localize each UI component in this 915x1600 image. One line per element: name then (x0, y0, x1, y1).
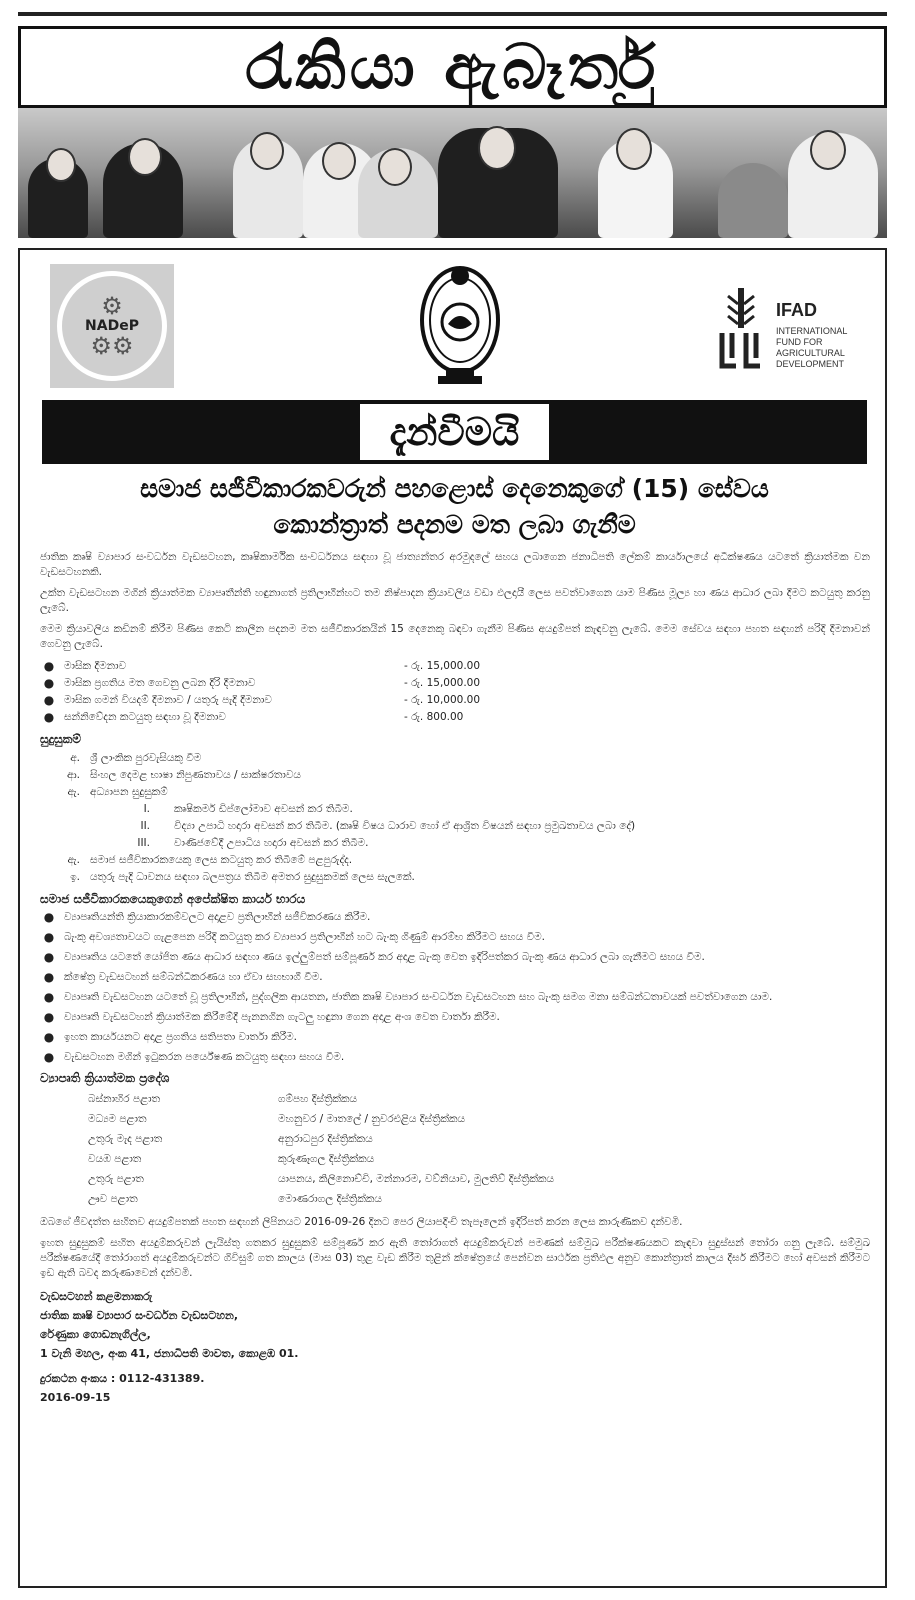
duty-item (40, 1010, 870, 1025)
closing-paragraph: ඉහත සුදුසුකම් සහිත අයදුම්කරුවන් ලැයිස්තු ගතකර සුදුසුකම් සම්පූර්ණ කර ඇති තෝරාගත් අයදුම්කරුවන් පමණක් සම්මුඛ පරීක්ෂණයකට කැඳවා සුදුස්සන් තෝරා ගනු ලැබේ. සම්මුඛ පරීක්ෂණයේදී තෝරාගත් අයදුම්කරුවන්ට ගිවිසුම් ගත කාලය (මාස 03) තුළ වැඩ කිරීම තුළින් ක්ෂේත්‍රයේ පෙන්වන සාර්ථක ප්‍රතිඵල අනුව කොන්ත්‍රාත් කාලය දීර්ඝ කිරීමට හෝ අවසන් කිරීමට ඉඩ ඇති බවද කරුණාවෙන් දන්වමි. (40, 1237, 870, 1279)
organization-name: ජාතික කෘෂි ව්‍යාපාර සංවර්ධන වැඩසටහන, (40, 1309, 239, 1322)
region-province: වයඹ පළාත (88, 1152, 142, 1165)
qualification-mark: ආ. (66, 769, 80, 781)
telephone: දුරකථන අංකය : 0112-431389. (40, 1372, 205, 1385)
duty-text: ව්‍යාපෘතියන්ති ක්‍රියාකාරකම්වලට අදාළව ප්‍රතිලාභීන් සජීවිකරණය කිරීම. (64, 911, 371, 923)
banner (18, 26, 887, 238)
fee-list (40, 658, 870, 726)
duty-text: ඉහත කාර්යයනට අදාළ ප්‍රගතිය සතිපතා වාර්තා කිරීම. (64, 1031, 297, 1043)
notice-box (18, 248, 887, 1588)
ifad-subtitle: INTERNATIONAL FUND FOR AGRICULTURAL DEVELOPMENT (776, 326, 848, 369)
intro-paragraph: උක්ත වැඩසටහන මගින් ක්‍රියාත්මක ව්‍යාපෘතීන්ති හඳුනාගත් ප්‍රතිලාභීන්හට තම නිෂ්පාදන ක්‍රියාවලිය වඩා ඵලදායී ලෙස පවත්වාගෙන යාම පිණිස මූල්‍ය හා ණය ආධාර ලබා දීමට කටයුතු කරනු ලැබේ. (40, 587, 870, 614)
national-emblem-icon (415, 260, 505, 390)
region-district: මහනුවර / මාතලේ / නුවරඑළිය දිස්ත්‍රික්කය (278, 1112, 466, 1125)
region-row (40, 1109, 870, 1129)
photo-head (478, 126, 516, 170)
bullet-icon: ● (43, 1010, 55, 1024)
region-row (40, 1189, 870, 1209)
bullet-icon: ● (43, 930, 55, 944)
nadep-logo-text: NADeP (85, 318, 139, 334)
duty-item (40, 950, 870, 965)
bullet-icon: ● (43, 659, 55, 673)
region-province: ඌව පළාත (88, 1192, 138, 1205)
duty-item (40, 1050, 870, 1065)
qualification-item (40, 869, 870, 886)
banner-photo (18, 108, 887, 238)
sub-item-mark: II. (140, 820, 150, 832)
sub-item-text: විද්‍යා උපාධි හදාරා අවසන් කර තිබීම. (කෘෂි විෂය ධාරාව හෝ ඒ ආශ්‍රිත විෂයන් සඳහා ප්‍රමුඛතාවය ලබා දේ) (174, 820, 636, 832)
qualification-text: සමාජ සජීවිකාරකයෙකු ලෙස කටයුතු කර තිබීමේ පළපුරුද්ද. (90, 854, 353, 866)
sub-item-text: වාණිජවේදී උපාධිය හදාරා අවසන් කර තිබීම. (174, 837, 369, 849)
qualification-mark: ඉ. (70, 871, 80, 883)
regions-heading: ව්‍යාපෘති ක්‍රියාත්මක ප්‍රදේශ (40, 1071, 170, 1085)
sub-item-mark: I. (143, 803, 150, 815)
bullet-icon: ● (43, 1050, 55, 1064)
education-sub-item (40, 818, 870, 835)
region-district: කුරුණෑගල දිස්ත්‍රික්කය (278, 1152, 375, 1165)
notice-date: 2016-09-15 (40, 1391, 111, 1404)
photo-person (718, 163, 788, 238)
qualification-item (40, 784, 870, 801)
fee-label: මාසික ප්‍රගතිය මත ගෙවනු ලබන දිරි දීමනාව (64, 677, 256, 689)
nadep-logo (50, 264, 174, 388)
notice-body (40, 550, 870, 1407)
region-province: මධ්‍යම පළාත (88, 1112, 147, 1125)
duties-heading: සමාජ සජීවිකාරකයෙකුගෙන් අපේක්ෂිත කාර්ය භාරය (40, 892, 306, 906)
region-row (40, 1089, 870, 1109)
fee-label: මාසික දීමනාව (64, 660, 127, 672)
region-province: බස්නාහිර පළාත (88, 1092, 161, 1105)
duty-text: බැංකු අවශ්‍යතාවයට ගැළපෙන පරිදි කටයුතු කර ව්‍යාපාර ප්‍රතිලාභීන් හට බැංකු ගිණුම් ආරම්භ කිරීමට සහය වීම. (64, 931, 546, 943)
notice-title: දැන්වීමයි (360, 404, 550, 460)
photo-head (616, 128, 652, 170)
qualification-text: සිංහල දෙමළ භාෂා නිපුණතාවය / සාක්ෂරතාවය (90, 769, 301, 781)
headline-line-1: සමාජ සජීවීකාරකවරුන් පහළොස් දෙනෙකුගේ (15) සේවය (140, 474, 769, 503)
signatory-title: වැඩසටහන් කළමනාකරු (40, 1290, 153, 1303)
address-street: 1 වැනි මහල, අංක 41, ජනාධිපති මාවත, කොළඹ 01. (40, 1347, 299, 1360)
fee-label: මාසික ගමන් වියදම් දීමනාව / යතුරු පැදි දීමනාව (64, 694, 272, 706)
qualification-mark: ඇ. (67, 786, 80, 798)
sub-item-text: කෘෂිකර්ම ඩිප්ලෝමාව අවසන් කර තිබීම. (174, 803, 353, 815)
region-district: යාපනය, කිලිනොච්චි, මන්නාරම, වව්නියාව, මුලතිව් දිස්ත්‍රික්කය (278, 1172, 555, 1185)
qualification-item (40, 767, 870, 784)
duty-text: වැඩසටහන මගින් ඉටුකරන පර්යේෂණ කටයුතු සඳහා සහය වීම. (64, 1051, 345, 1063)
duty-text: ව්‍යාපෘතිය යටතේ යෝජිත ණය ආධාර සඳහා ණය ඉල්ලුම්පත් සම්පූර්ණ කර අදාළ බැංකු වෙත ඉදිරිපත්කර බැංකු ණය ආධාර ලබා ගැනීමට සහය වීම. (64, 951, 705, 963)
duty-item (40, 970, 870, 985)
duty-item (40, 1030, 870, 1045)
qualification-mark: අ. (70, 752, 80, 764)
address-building: රේණුකා ගොඩනැගිල්ල, (40, 1328, 151, 1341)
ifad-name: IFAD (776, 300, 818, 320)
bullet-icon: ● (43, 676, 55, 690)
qualifications-heading: සුදුසුකම් (40, 732, 81, 746)
education-sub-item (40, 835, 870, 852)
qualification-text: අධ්‍යාපන සුදුසුකම් (90, 786, 168, 798)
top-rule (18, 12, 887, 16)
bullet-icon: ● (43, 710, 55, 724)
fee-row (40, 658, 870, 675)
region-row (40, 1169, 870, 1189)
gear-icon: ⚙ (101, 292, 123, 320)
education-sub-item (40, 801, 870, 818)
signature-block (40, 1287, 870, 1407)
ifad-logo (718, 278, 878, 388)
region-row (40, 1149, 870, 1169)
intro-paragraph: මෙම ක්‍රියාවලිය කඩිනම් කිරීම පිණිස කෙටි කාලීන පදනම මත සජීවීකාරකයින් 15 දෙනෙකු බඳවා ගැනීම පිණිස අයදුම්පත් කැඳවනු ලැබේ. මෙම සේවය සඳහා පහත සඳහන් පරිදි දීමනාවන් ගෙවනු ලැබේ. (40, 623, 870, 650)
fee-row (40, 675, 870, 692)
bullet-icon: ● (43, 950, 55, 964)
region-district: මොණරාගල දිස්ත්‍රික්කය (278, 1192, 382, 1205)
qualification-item (40, 852, 870, 869)
duty-item (40, 910, 870, 925)
ifad-mark-icon (718, 288, 764, 373)
qualification-text: යතුරු පැදි ධාවනය සඳහා බලපත්‍රය තිබීම අමතර සුදුසුකමක් ලෙස සැලකේ. (90, 871, 415, 883)
bullet-icon: ● (43, 910, 55, 924)
duty-text: ක්ෂේත්‍ර වැඩසටහන් සම්බන්ධීකරණය හා ඒවා සහභාගී වීම. (64, 971, 323, 983)
photo-head (250, 132, 284, 170)
photo-head (322, 142, 356, 180)
photo-head (128, 138, 162, 176)
qualification-item (40, 750, 870, 767)
fee-row (40, 709, 870, 726)
notice-title-bar (42, 400, 867, 464)
fee-value: - රු. 800.00 (404, 711, 464, 723)
gear-icon: ⚙⚙ (90, 332, 134, 360)
region-district: ගම්පහ දිස්ත්‍රික්කය (278, 1092, 358, 1105)
photo-head (378, 148, 412, 186)
fee-value: - රු. 10,000.00 (404, 694, 481, 706)
duty-text: ව්‍යාපෘති වැඩසටහන යටතේ වූ ප්‍රතිලාභීන්, පුද්ගලික ආයතන, ජාතික කෘෂි ව්‍යාපාර සංවර්ධන වැඩසටහන සහ බැංකු සමග මනා සම්බන්ධතාවයක් පවත්වාගෙන යාම. (64, 991, 773, 1003)
duty-item (40, 990, 870, 1005)
duty-item (40, 930, 870, 945)
nadep-ring (57, 271, 167, 381)
region-row (40, 1129, 870, 1149)
duty-text: ව්‍යාපෘති වැඩසටහන් ක්‍රියාත්මක කිරීමේදී පැනනගින ගැටලු හඳුනා ගෙන අදාළ අංශ වෙත වාර්තා කිරීම. (64, 1011, 500, 1023)
region-province: උතුරු පළාත (88, 1172, 144, 1185)
fee-row (40, 692, 870, 709)
bullet-icon: ● (43, 693, 55, 707)
sub-item-mark: III. (137, 837, 150, 849)
closing-paragraph: ඔබගේ ජීවදත්ත සහිතව අයදුම්පතක් පහත සඳහන් ලිපිනයට 2016-09-26 දිනට පෙර ලියාපදිංචි තැපෑලෙන් ඉදිරිපත් කරන ලෙස කාරුණිකව දන්වමි. (40, 1216, 683, 1228)
bullet-icon: ● (43, 1030, 55, 1044)
region-district: අනුරාධපුර දිස්ත්‍රික්කය (278, 1132, 373, 1145)
intro-paragraph: ජාතික කෘෂි ව්‍යාපාර සංවර්ධන වැඩසටහන, කෘෂිකාර්මික සංවර්ධනය සඳහා වූ ජාත්‍යන්තර අරමුදලේ සහය ලබාගෙන ජනාධිපති ලේකම් කාර්යාලයේ අධීක්ෂණය යටතේ ක්‍රියාත්මක වන වැඩසටහනකි. (40, 551, 870, 578)
banner-title: රැකියා ඇබෑර්තු (245, 30, 660, 103)
fee-value: - රු. 15,000.00 (404, 677, 481, 689)
photo-head (810, 130, 846, 170)
fee-value: - රු. 15,000.00 (404, 660, 481, 672)
headline-line-2: කොන්ත්‍රාත් පදනම මත ලබා ගැනීම (273, 510, 636, 539)
banner-title-bar (18, 26, 887, 108)
qualification-text: ශ්‍රී ලාංකික පුරවැසියකු වීම (90, 752, 202, 764)
fee-label: සන්නිවේදන කටයුතු සඳහා වූ දීමනාව (64, 711, 226, 723)
bullet-icon: ● (43, 970, 55, 984)
region-province: උතුරු මැද පළාත (88, 1132, 163, 1145)
bullet-icon: ● (43, 990, 55, 1004)
qualification-mark: ඇ. (67, 854, 80, 866)
photo-head (46, 148, 76, 182)
